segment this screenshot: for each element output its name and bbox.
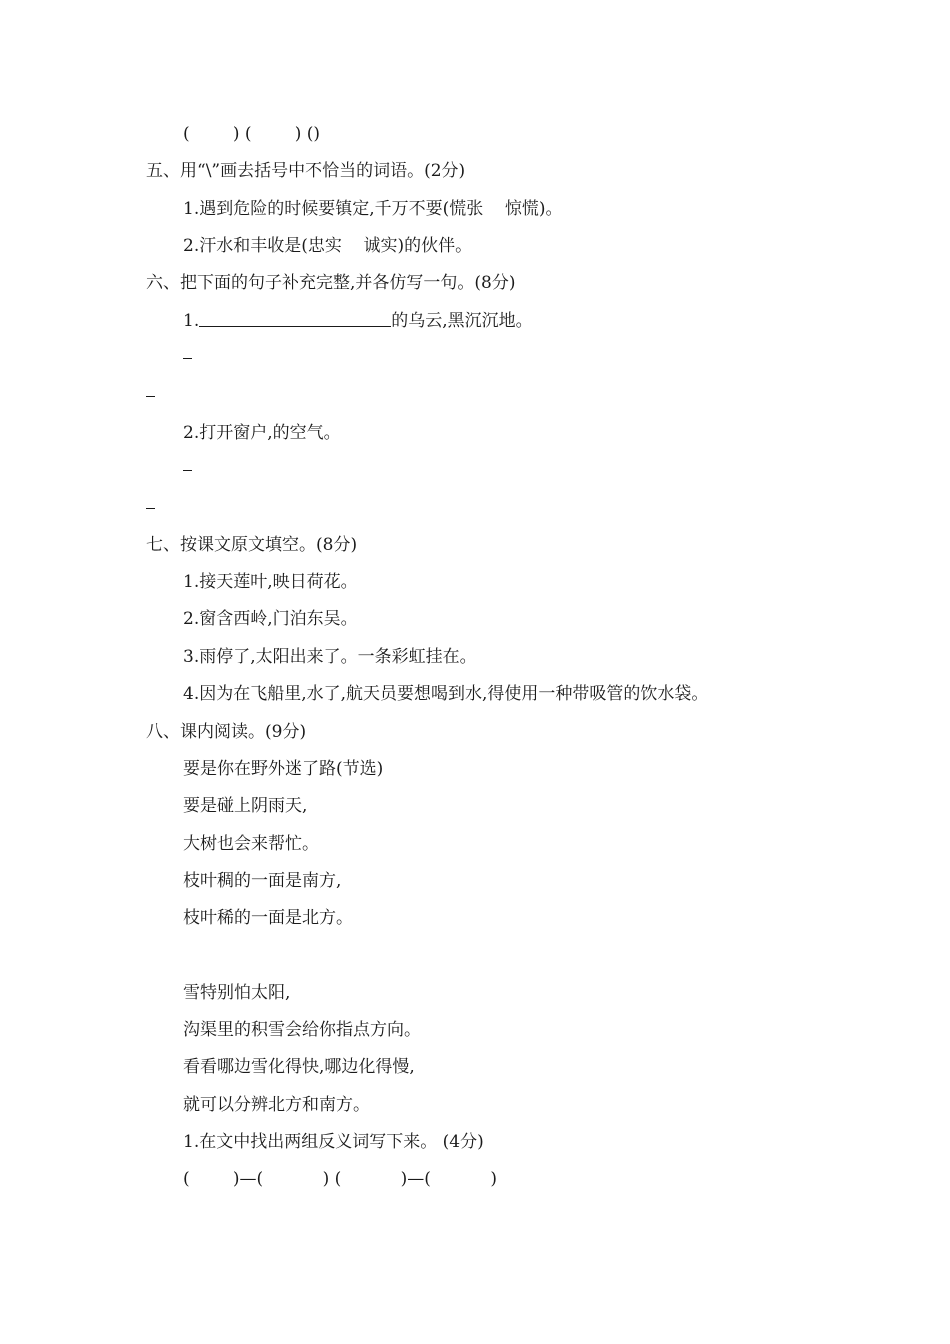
s6-question-2: 2.打开窗户,的空气。	[183, 423, 341, 443]
s7-question-4: 4.因为在飞船里,水了,航天员要想喝到水,得使用一种带吸管的饮水袋。	[183, 684, 709, 704]
poem-line: 雪特别怕太阳,	[183, 983, 291, 1003]
s7-question-1: 1.接天莲叶,映日荷花。	[183, 572, 358, 592]
s5-question-1: 1.遇到危险的时候要镇定,千万不要(慌张 惊慌)。	[183, 199, 563, 219]
section-6-heading: 六、把下面的句子补充完整,并各仿写一句。(8分)	[146, 273, 516, 293]
poem-line: 看看哪边雪化得快,哪边化得慢,	[183, 1057, 415, 1077]
fill-blank-line[interactable]	[199, 310, 391, 327]
poem-line: 枝叶稀的一面是北方。	[183, 908, 353, 928]
s6-q1-number: 1.	[183, 311, 200, 331]
poem-line: 枝叶稠的一面是南方,	[183, 871, 342, 891]
poem-line: 要是碰上阴雨天,	[183, 796, 308, 816]
poem-line: 就可以分辨北方和南方。	[183, 1095, 370, 1115]
s8-question-1: 1.在文中找出两组反义词写下来。 (4分)	[183, 1132, 484, 1152]
s5-question-2: 2.汗水和丰收是(忠实 诚实)的伙伴。	[183, 236, 473, 256]
answer-dash[interactable]	[183, 470, 192, 471]
s6-q1-text: 的乌云,黑沉沉地。	[391, 311, 533, 331]
answer-dash[interactable]	[146, 508, 155, 509]
antonym-answer-brackets: ( )—( ) ( )—( )	[183, 1169, 498, 1189]
s7-question-3: 3.雨停了,太阳出来了。一条彩虹挂在。	[183, 647, 477, 667]
section-5-heading: 五、用“\”画去括号中不恰当的词语。(2分)	[146, 161, 466, 181]
s7-question-2: 2.窗含西岭,门泊东吴。	[183, 609, 358, 629]
answer-dash[interactable]	[183, 358, 192, 359]
poem-line: 大树也会来帮忙。	[183, 834, 319, 854]
poem-line: 沟渠里的积雪会给你指点方向。	[183, 1020, 421, 1040]
answer-brackets-top: ( ) ( ) ()	[183, 124, 321, 144]
answer-dash[interactable]	[146, 396, 155, 397]
poem-title: 要是你在野外迷了路(节选)	[183, 759, 384, 779]
s6-question-1	[183, 310, 533, 332]
section-8-heading: 八、课内阅读。(9分)	[146, 722, 307, 742]
section-7-heading: 七、按课文原文填空。(8分)	[146, 535, 358, 555]
